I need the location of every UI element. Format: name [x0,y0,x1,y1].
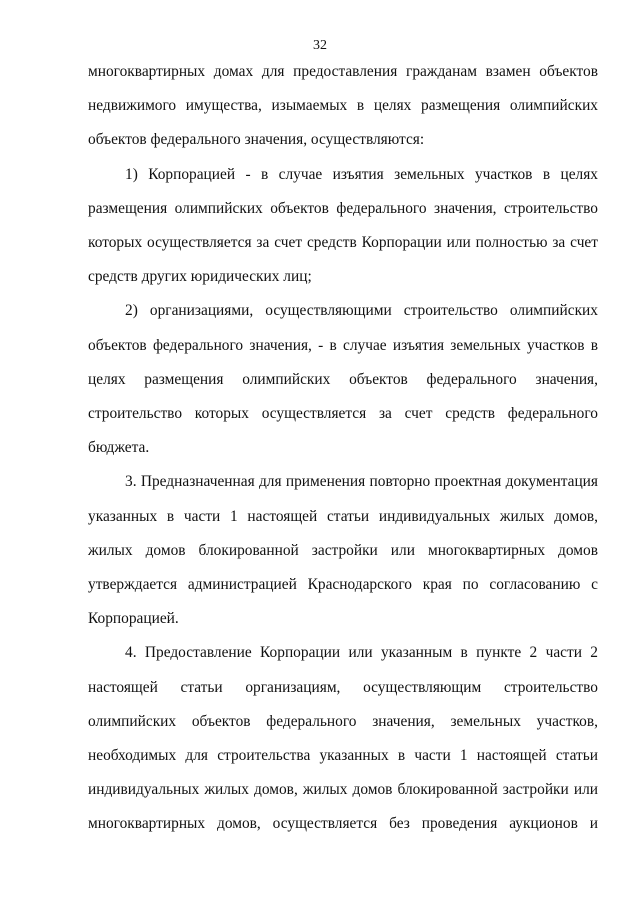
document-body [88,55,598,842]
paragraph-section-4: 4. Предоставление Корпорации или указанным в пункте 2 части 2 настоящей статьи организациям, осуществляющим строительство олимпийских объектов федерального значения, земельных участков, необходимых для строительства указанных в части 1 настоящей статьи индивидуальных жилых домов, жилых домов блокированной застройки или многоквартирных домов, осуществляется без проведения аукционов и [88,644,598,833]
paragraph-item-1: 1) Корпорацией - в случае изъятия земельных участков в целях размещения олимпийских объектов федерального значения, строительство которых осуществляется за счет средств Корпорации или полностью за счет средств других юридических лиц; [88,165,598,286]
paragraph-continuation: многоквартирных домах для предоставления гражданам взамен объектов недвижимого имущества, изымаемых в целях размещения олимпийских объектов федерального значения, осуществляются: [88,63,598,149]
paragraph-section-3: 3. Предназначенная для применения повторно проектная документация указанных в части 1 настоящей статьи индивидуальных жилых домов, жилых домов блокированной застройки или многоквартирных домов утверждается администрацией Краснодарского края по согласованию с Корпорацией. [88,473,598,628]
paragraph-item-2: 2) организациями, осуществляющими строительство олимпийских объектов федерального значения, - в случае изъятия земельных участков в целях размещения олимпийских объектов федерального значения, строительство которых осуществляется за счет средств федерального бюджета. [88,302,598,457]
page-number: 32 [313,38,327,53]
